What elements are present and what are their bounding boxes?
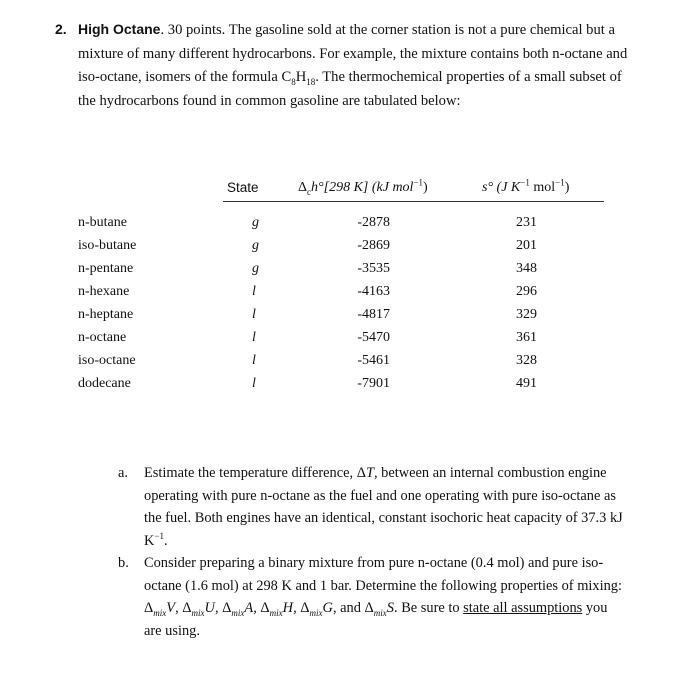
compound-entropy: 491 xyxy=(516,376,537,391)
header-rule xyxy=(223,201,604,202)
question-points: . 30 points. xyxy=(160,22,226,38)
compound-state: l xyxy=(252,330,256,345)
compound-state: l xyxy=(252,284,256,299)
table-row xyxy=(0,307,690,329)
state-assumptions-underline: state all assumptions xyxy=(463,600,583,616)
header-state: State xyxy=(227,180,259,195)
table-row xyxy=(0,330,690,352)
compound-name: n-butane xyxy=(78,215,127,230)
question-title: High Octane xyxy=(78,21,161,37)
compound-enthalpy: -4817 xyxy=(357,307,390,322)
compound-enthalpy: -7901 xyxy=(357,376,390,391)
part-a: a. Estimate the temperature difference, ΔT, between an internal combustion engine operating with pure n-octane as the fuel and one operating with pure iso-octane as the fuel. Both engines have an identical, constant isochoric heat capacity of 37.3 kJ $K^{-1}$. xyxy=(118,462,628,552)
compound-name: iso-butane xyxy=(78,238,137,253)
compound-state: g xyxy=(252,261,259,276)
compound-name: n-octane xyxy=(78,330,127,345)
intro-text-2: . The thermochemical properties of a small subset of the hydrocarbons found in common gasoline are tabulated below: xyxy=(78,69,622,109)
table-row xyxy=(0,261,690,283)
formula-c-subscript: 8 xyxy=(291,76,296,87)
formula-h-subscript: 18 xyxy=(306,76,316,87)
compound-enthalpy: -2869 xyxy=(357,238,390,253)
compound-state: l xyxy=(252,353,256,368)
table-row xyxy=(0,376,690,398)
question-intro xyxy=(55,18,638,113)
compound-name: n-heptane xyxy=(78,307,134,322)
compound-state: l xyxy=(252,376,256,391)
part-b-label: b. xyxy=(118,555,129,571)
question-parts xyxy=(118,462,628,642)
table-row xyxy=(0,284,690,306)
compound-name: n-hexane xyxy=(78,284,130,299)
compound-enthalpy: -2878 xyxy=(357,215,390,230)
compound-entropy: 201 xyxy=(516,238,537,253)
compound-enthalpy: -5461 xyxy=(357,353,390,368)
header-entropy: s° (J $K^{-1}$ mol$^{-1}$) xyxy=(482,177,570,195)
compound-entropy: 328 xyxy=(516,353,537,368)
part-a-label: a. xyxy=(118,465,128,481)
compound-entropy: 348 xyxy=(516,261,537,276)
compound-entropy: 329 xyxy=(516,307,537,322)
compound-enthalpy: -4163 xyxy=(357,284,390,299)
compound-state: g xyxy=(252,238,259,253)
compound-name: iso-octane xyxy=(78,353,136,368)
compound-enthalpy: -5470 xyxy=(357,330,390,345)
table-row xyxy=(0,238,690,260)
formula-h-letter: H xyxy=(295,69,307,85)
intro-text-1: The gasoline sold at the corner station is not a pure chemical but a mixture of many different hydrocarbons. For example, the mixture contains both n-octane and iso-octane, isomers of the formula C xyxy=(78,22,628,85)
compound-name: dodecane xyxy=(78,376,131,391)
compound-entropy: 231 xyxy=(516,215,537,230)
compound-state: g xyxy=(252,215,259,230)
compound-enthalpy: -3535 xyxy=(357,261,390,276)
compound-entropy: 361 xyxy=(516,330,537,345)
compound-entropy: 296 xyxy=(516,284,537,299)
compound-name: n-pentane xyxy=(78,261,134,276)
part-b: b. Consider preparing a binary mixture from pure n-octane (0.4 mol) and pure iso-octane (1.6 mol) at 298 K and 1 bar. Determine the following properties of mixing: $\Delta_{mix}V$, $\Delta_{mix}U$, $\Delta_{mix}A$, $\Delta_{mix}H$, $\Delta_{mix}G$, and $\Delta_{mix}S$. Be sure to state all assumptions you are using. xyxy=(118,552,628,642)
compound-state: l xyxy=(252,307,256,322)
table-row xyxy=(0,353,690,375)
table-row xyxy=(0,215,690,237)
header-enthalpy: $\Delta_ch^\circ[298$ K] (kJ mol$^{-1}$) xyxy=(298,177,428,197)
question-number: 2. xyxy=(55,21,67,37)
